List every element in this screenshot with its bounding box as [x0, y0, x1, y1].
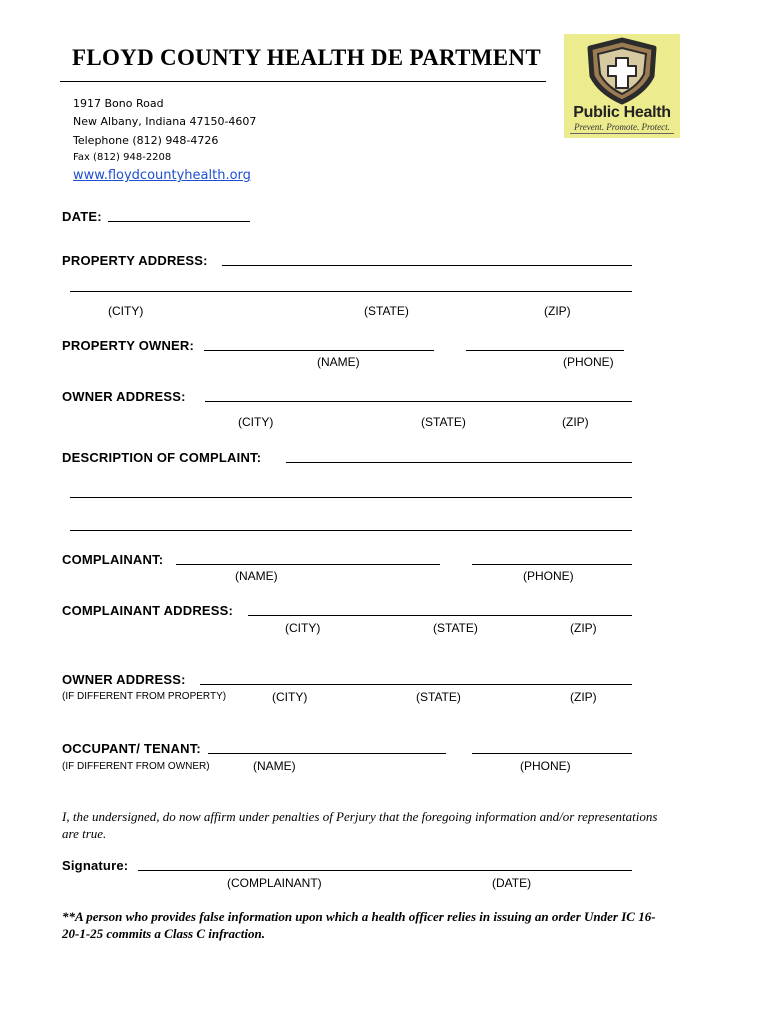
signature-field[interactable] [138, 870, 632, 871]
date-field[interactable] [108, 221, 250, 222]
fax: Fax (812) 948-2208 [73, 152, 172, 163]
false-information-note: **A person who provides false information upon which a health officer relies in issuing an order Under IC 16-20-1-25 commits a Class C infraction. [62, 909, 656, 941]
occupant-name-caption: (NAME) [253, 759, 296, 773]
logo-tagline: Prevent. Promote. Protect. [574, 122, 670, 132]
affirmation-text: I, the undersigned, do now affirm under penalties of Perjury that the foregoing information and/or representations are true. [62, 809, 658, 841]
complainant-address-field[interactable] [248, 615, 632, 616]
signature-complainant-caption: (COMPLAINANT) [227, 876, 322, 890]
property-state-caption: (STATE) [364, 304, 409, 318]
occupant-phone-caption: (PHONE) [520, 759, 571, 773]
complainant-city-caption: (CITY) [285, 621, 321, 635]
signature-label: Signature: [62, 858, 129, 873]
description-line-2-field[interactable] [70, 497, 632, 498]
if-different-property-note: (IF DIFFERENT FROM PROPERTY) [62, 691, 227, 702]
occupant-name-field[interactable] [208, 753, 446, 754]
description-field[interactable] [286, 462, 632, 463]
if-different-owner-note: (IF DIFFERENT FROM OWNER) [62, 761, 210, 772]
complainant-zip-caption: (ZIP) [570, 621, 597, 635]
logo-divider [570, 133, 674, 134]
date-label: DATE: [62, 209, 102, 224]
owner-zip-caption: (ZIP) [562, 415, 589, 429]
owner-state-caption: (STATE) [421, 415, 466, 429]
complainant-name-caption: (NAME) [235, 569, 278, 583]
complainant-name-field[interactable] [176, 564, 440, 565]
owner-address-2-label: OWNER ADDRESS: [62, 672, 186, 687]
complainant-label: COMPLAINANT: [62, 552, 164, 567]
address-line-2: New Albany, Indiana 47150-4607 [73, 115, 257, 128]
owner-address-label: OWNER ADDRESS: [62, 389, 186, 404]
public-health-logo [564, 34, 680, 138]
property-address-line-2-field[interactable] [70, 291, 632, 292]
occupant-phone-field[interactable] [472, 753, 632, 754]
address-line-1: 1917 Bono Road [73, 97, 164, 110]
logo-text: Public Health [573, 104, 671, 121]
owner-2-zip-caption: (ZIP) [570, 690, 597, 704]
property-owner-name-field[interactable] [204, 350, 434, 351]
owner-address-field[interactable] [205, 401, 632, 402]
signature-date-caption: (DATE) [492, 876, 532, 890]
title-underline [60, 81, 546, 82]
property-address-label: PROPERTY ADDRESS: [62, 253, 208, 268]
property-owner-phone-caption: (PHONE) [563, 355, 614, 369]
complainant-state-caption: (STATE) [433, 621, 478, 635]
complainant-phone-caption: (PHONE) [523, 569, 574, 583]
owner-2-city-caption: (CITY) [272, 690, 308, 704]
owner-address-2-field[interactable] [200, 684, 632, 685]
owner-2-state-caption: (STATE) [416, 690, 461, 704]
complainant-address-label: COMPLAINANT ADDRESS: [62, 603, 234, 618]
property-city-caption: (CITY) [108, 304, 144, 318]
property-zip-caption: (ZIP) [544, 304, 571, 318]
page-title: FLOYD COUNTY HEALTH DE PARTMENT [72, 45, 541, 70]
property-owner-label: PROPERTY OWNER: [62, 338, 195, 353]
description-label: DESCRIPTION OF COMPLAINT: [62, 450, 262, 465]
complainant-phone-field[interactable] [472, 564, 632, 565]
property-address-field[interactable] [222, 265, 632, 266]
description-line-3-field[interactable] [70, 530, 632, 531]
website-link[interactable]: www.floydcountyhealth.org [73, 168, 251, 183]
occupant-label: OCCUPANT/ TENANT: [62, 741, 201, 756]
property-owner-name-caption: (NAME) [317, 355, 360, 369]
telephone: Telephone (812) 948-4726 [73, 134, 219, 147]
property-owner-phone-field[interactable] [466, 350, 624, 351]
owner-city-caption: (CITY) [238, 415, 274, 429]
